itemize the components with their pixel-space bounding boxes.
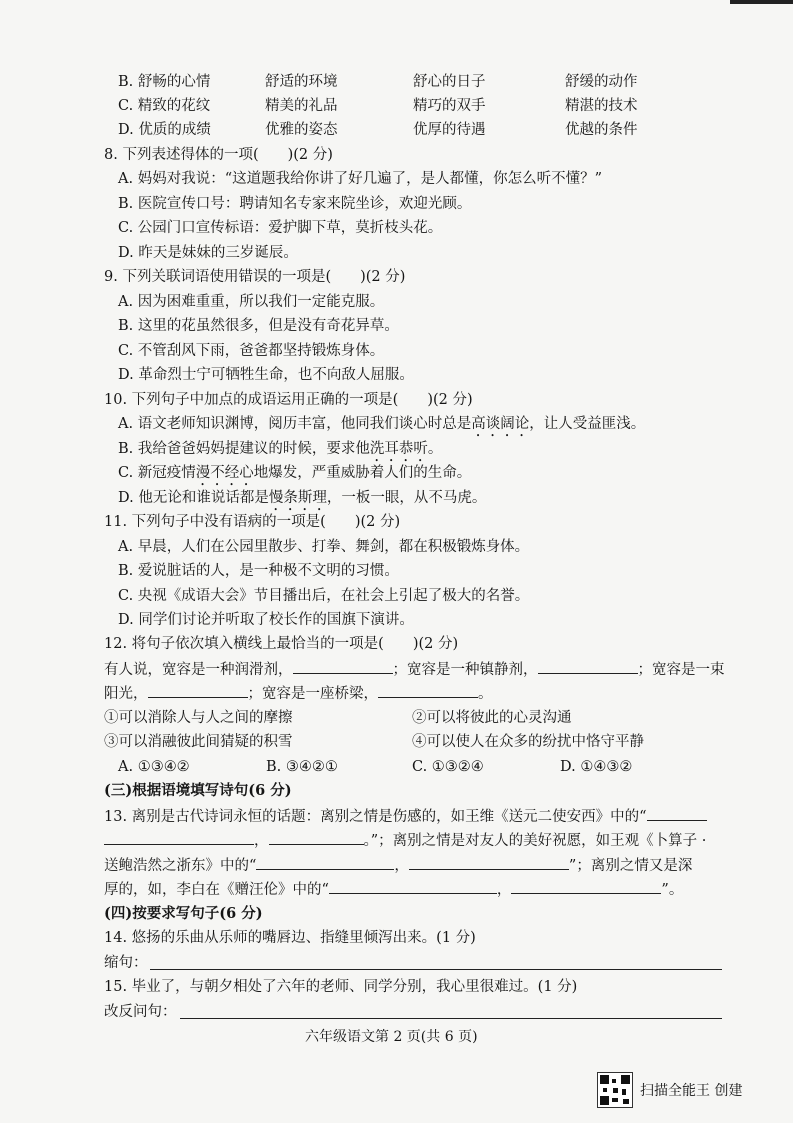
q9-option-a: A. 因为困难重重，所以我们一定能克服。 (118, 294, 385, 310)
q12-option-d: D. ①④③② (560, 759, 633, 775)
q8-option-a: A. 妈妈对我说：“这道题我给你讲了好几遍了，是人都懂，你怎么听不懂？” (118, 171, 603, 187)
q9-option-b: B. 这里的花虽然很多，但是没有奇花异草。 (118, 318, 399, 334)
q13-blank-1b[interactable] (104, 830, 254, 845)
q12-blank-1[interactable] (293, 659, 393, 674)
q13-blank-5[interactable] (329, 879, 497, 894)
q9-option-d: D. 革命烈士宁可牺牲生命，也不向敌人屈服。 (118, 367, 414, 383)
q13-text-4c: ”。 (661, 882, 684, 898)
q13-text-1: 13. 离别是古代诗词永恒的话题：离别之情是伤感的，如王维《送元二使安西》中的“ (104, 809, 647, 825)
q12-blank-3[interactable] (148, 683, 248, 698)
q10-option-c (118, 463, 471, 489)
q15-answer-line[interactable] (180, 1018, 722, 1019)
q9-stem: 9. 下列关联词语使用错误的一项是( )(2 分) (104, 269, 406, 285)
q13-line3 (104, 855, 692, 876)
q11-option-c: C. 央视《成语大会》节目播出后，在社会上引起了极大的名誉。 (118, 588, 530, 604)
option-b-1: B. 舒畅的心情 (118, 74, 211, 90)
q10-a-text: A. 语文老师知识渊博，阅历丰富，他同我们谈心时总是 (118, 416, 472, 432)
option-c-3: 精巧的双手 (413, 98, 486, 114)
q10-c-dotted-idiom: 漫不经心 (195, 465, 254, 481)
q13-line4 (104, 879, 683, 900)
q12-p1-text-a: 有人说，宽容是一种润滑剂， (104, 662, 293, 678)
q12-p2-text-c: 。 (478, 686, 493, 702)
q14-label: 缩句： (104, 955, 148, 971)
q14-stem: 14. 悠扬的乐曲从乐师的嘴唇边、指缝里倾泻出来。(1 分) (104, 930, 476, 946)
option-b-3: 舒心的日子 (413, 74, 486, 90)
q10-option-b (118, 439, 442, 465)
q13-blank-3[interactable] (256, 855, 394, 870)
qr-code-icon (597, 1072, 633, 1108)
q8-option-c: C. 公园门口宣传标语：爱护脚下草，莫折枝头花。 (118, 220, 443, 236)
q12-sentence-4: ④可以使人在众多的纷扰中恪守平静 (412, 734, 644, 750)
q8-option-d: D. 昨天是妹妹的三岁诞辰。 (118, 245, 298, 261)
q12-p1-text-b: ；宽容是一种镇静剂， (392, 662, 538, 678)
q12-sentence-3: ③可以消融彼此间猜疑的积雪 (104, 734, 293, 750)
q10-option-a (118, 414, 645, 440)
q12-sentence-1: ①可以消除人与人之间的摩擦 (104, 710, 293, 726)
scan-edge-mark (730, 0, 793, 4)
q12-option-b: B. ③④②① (266, 759, 338, 775)
q11-stem: 11. 下列句子中没有语病的一项是( )(2 分) (104, 514, 401, 530)
q10-c-text: C. 新冠疫情 (118, 465, 196, 481)
option-d-1: D. 优质的成绩 (118, 122, 211, 138)
q13-blank-1[interactable] (647, 806, 707, 821)
option-c-4: 精湛的技术 (565, 98, 638, 114)
q12-p1-text-c: ；宽容是一束 (637, 662, 725, 678)
q10-d-text-end: ，一板一眼，从不马虎。 (326, 490, 487, 506)
q13-blank-4[interactable] (409, 855, 569, 870)
section-4-heading: (四)按要求写句子(6 分) (104, 905, 263, 922)
q12-blank-4[interactable] (378, 683, 478, 698)
q11-option-a: A. 早晨，人们在公园里散步、打拳、舞剑，都在积极锻炼身体。 (118, 539, 530, 555)
q11-option-b: B. 爱说脏话的人，是一种极不文明的习惯。 (118, 563, 399, 579)
watermark-text: 扫描全能王 创建 (640, 1083, 743, 1099)
q12-passage-line1 (104, 659, 725, 680)
q11-option-d: D. 同学们讨论并听取了校长作的国旗下演讲。 (118, 612, 414, 628)
option-d-3: 优厚的待遇 (413, 122, 486, 138)
q10-stem: 10. 下列句子中加点的成语运用正确的一项是( )(2 分) (104, 392, 473, 408)
q12-stem: 12. 将句子依次填入横线上最恰当的一项是( )(2 分) (104, 636, 459, 652)
q14-answer-line[interactable] (150, 969, 722, 970)
q15-stem: 15. 毕业了，与朝夕相处了六年的老师、同学分别，我心里很难过。(1 分) (104, 979, 578, 995)
q12-p2-text-b: ；宽容是一座桥梁， (247, 686, 378, 702)
q13-text-3c: ”；离别之情又是深 (568, 858, 693, 874)
q13-text-4a: 厚的，如，李白在《赠汪伦》中的“ (104, 882, 329, 898)
option-d-2: 优雅的姿态 (265, 122, 338, 138)
q10-d-dotted-idiom: 慢条斯理 (268, 490, 327, 506)
q12-option-c: C. ①③②④ (412, 759, 484, 775)
q10-b-dotted-idiom: 洗耳恭听 (369, 441, 428, 457)
q12-p2-text-a: 阳光， (104, 686, 148, 702)
q8-option-b: B. 医院宣传口号：聘请知名专家来院坐诊，欢迎光顾。 (118, 196, 472, 212)
q10-a-text-end: ，让人受益匪浅。 (529, 416, 646, 432)
q9-option-c: C. 不管刮风下雨，爸爸都坚持锻炼身体。 (118, 343, 385, 359)
q13-line2: ， 。”；离别之情是对友人的美好祝愿，如王观《卜算子 · (104, 830, 706, 851)
q13-blank-2[interactable] (269, 830, 364, 845)
option-b-4: 舒缓的动作 (565, 74, 638, 90)
q12-blank-2[interactable] (538, 659, 638, 674)
q12-option-a: A. ①③④② (118, 759, 190, 775)
q10-option-d (118, 488, 486, 514)
section-3-heading: (三)根据语境填写诗句(6 分) (104, 782, 292, 799)
q10-c-text-end: 地爆发，严重威胁着人们的生命。 (253, 465, 472, 481)
q15-label: 改反问句： (104, 1004, 177, 1020)
q10-d-text: D. 他无论和谁说话都是 (118, 490, 269, 506)
q10-a-dotted-idiom: 高谈阔论 (471, 416, 530, 432)
q10-b-text-end: 。 (427, 441, 443, 457)
option-d-4: 优越的条件 (565, 122, 638, 138)
q13-blank-6[interactable] (511, 879, 661, 894)
q13-text-4b: ， (496, 882, 512, 898)
option-c-1: C. 精致的花纹 (118, 98, 211, 114)
q13-text-3b: ， (394, 858, 409, 874)
option-c-2: 精美的礼品 (265, 98, 338, 114)
option-b-2: 舒适的环境 (265, 74, 338, 90)
q13-line1 (104, 806, 707, 827)
q8-stem: 8. 下列表述得体的一项( )(2 分) (104, 147, 333, 163)
q12-passage-line2 (104, 683, 493, 704)
q13-text-3a: 送鲍浩然之浙东》中的“ (104, 858, 257, 874)
page-footer: 六年级语文第 2 页(共 6 页) (305, 1029, 478, 1045)
q13-text-2: 。”；离别之情是对友人的美好祝愿，如王观《卜算子 · (363, 833, 707, 849)
q12-sentence-2: ②可以将彼此的心灵沟通 (412, 710, 572, 726)
q10-b-text: B. 我给爸爸妈妈提建议的时候，要求他 (118, 441, 370, 457)
